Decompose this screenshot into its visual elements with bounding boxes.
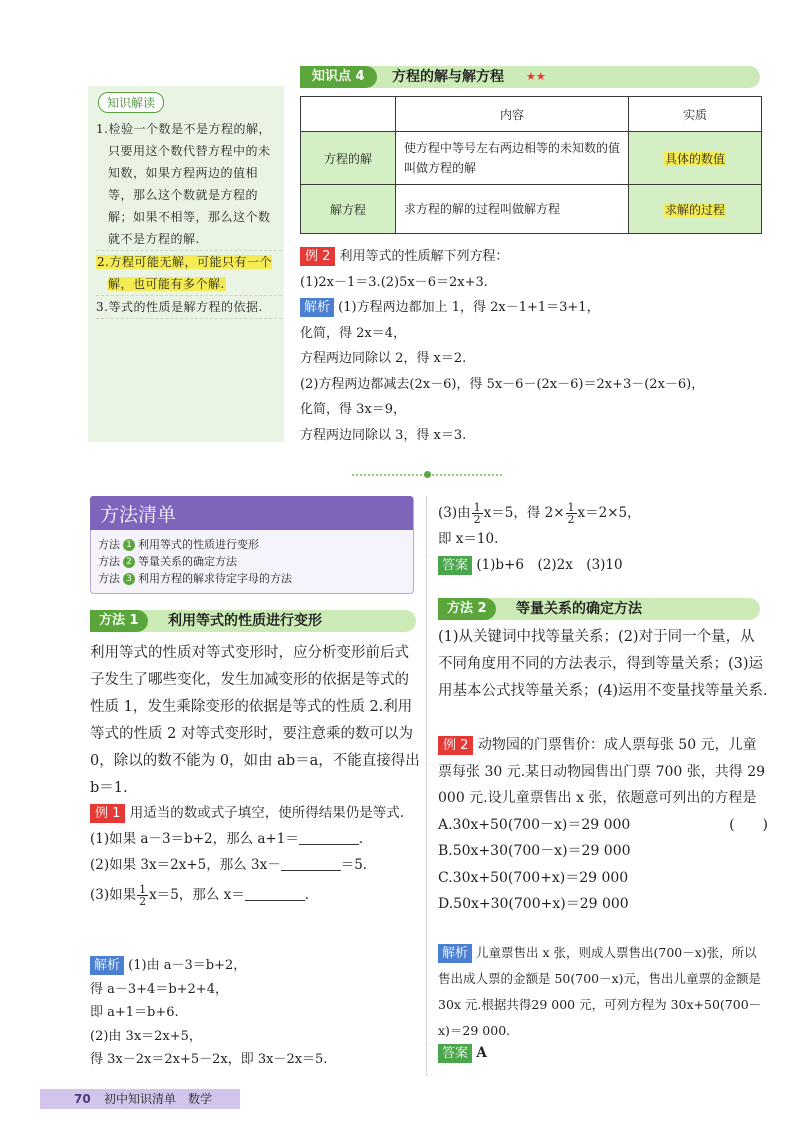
column-divider xyxy=(426,496,427,1076)
question-text: (1)如果 a－3＝b+2，那么 a+1＝ xyxy=(90,831,299,847)
solution-text: (1)由 a－3＝b+2， xyxy=(128,958,247,973)
table-row xyxy=(301,185,762,234)
answer-blank xyxy=(245,887,305,901)
method1-title: 利用等式的性质进行变形 xyxy=(168,613,322,629)
note-body xyxy=(96,118,282,319)
methods-list-items xyxy=(98,536,292,587)
method1-continuation xyxy=(438,500,768,578)
method-prefix: 方法 xyxy=(98,572,120,585)
note-item-2 xyxy=(96,251,282,296)
fraction-denominator: 2 xyxy=(567,513,575,526)
option-line: C.30x+50(700+x)＝29 000 xyxy=(438,869,629,886)
number-circle-icon: 1 xyxy=(123,539,135,551)
method2-answer xyxy=(438,1044,487,1063)
note-item-3: 3.等式的性质是解方程的依据. xyxy=(96,296,282,319)
methods-list-title: 方法清单 xyxy=(100,504,177,526)
option-line: D.50x+30(700+x)＝29 000 xyxy=(438,896,629,912)
table-row xyxy=(301,132,762,185)
method2-solution xyxy=(438,940,768,1044)
analysis-label: 解析 xyxy=(90,956,124,975)
table-header-essence: 实质 xyxy=(629,97,762,132)
fraction xyxy=(472,502,483,525)
note-item-1: 1.检验一个数是不是方程的解，只要用这个数代替方程中的未知数，如果方程两边的值相等，那么这个数就是方程的解；如果不相等，那么这个数就不是方程的解. xyxy=(96,118,282,251)
solution-line: 即 x＝10. xyxy=(438,531,499,547)
answer-paren: ( ) xyxy=(729,816,768,833)
fraction-denominator: 2 xyxy=(139,895,147,908)
method-item-text: 等量关系的确定方法 xyxy=(138,555,237,568)
method2-example xyxy=(438,732,768,918)
example1-text: 用适当的数或式子填空，使所得结果仍是等式. xyxy=(129,805,404,821)
method-prefix: 方法 xyxy=(98,555,120,568)
table-cell-content: 求方程的解的过程叫做解方程 xyxy=(396,185,629,234)
method1-example xyxy=(90,800,420,908)
number-circle-icon: 2 xyxy=(123,556,135,568)
solution-line: 即 a+1＝b+6. xyxy=(90,1005,179,1020)
solution-line: 方程两边同除以 3，得 x＝3. xyxy=(300,427,467,443)
table-row-label: 解方程 xyxy=(301,185,396,234)
note-tag: 知识解读 xyxy=(98,92,164,113)
footer-title: 初中知识清单 数学 xyxy=(104,1092,213,1106)
method1-intro xyxy=(90,640,420,802)
fraction-numerator: 1 xyxy=(567,501,575,514)
solution-line: 得 3x－2x＝2x+5－2x，即 3x－2x＝5. xyxy=(90,1052,328,1067)
example1-header xyxy=(90,800,420,826)
fraction xyxy=(566,502,577,525)
number-circle-icon: 3 xyxy=(123,573,135,585)
answer-text: (1)b+6 (2)2x (3)10 xyxy=(476,557,623,573)
solution-line: (2)由 3x＝2x+5， xyxy=(90,1028,202,1044)
question-end: . xyxy=(304,887,310,903)
solution-text: x＝2×5， xyxy=(577,505,641,521)
essence-highlight: 求解的过程 xyxy=(664,202,725,217)
knowledge-table xyxy=(300,96,762,234)
essence-highlight: 具体的数值 xyxy=(664,151,725,166)
answer-label: 答案 xyxy=(438,1044,472,1063)
method-prefix: 方法 xyxy=(98,538,120,551)
question-end: . xyxy=(358,831,364,847)
method2-intro-text: (1)从关键词中找等量关系；(2)对于同一个量，从不同角度用不同的方法表示，得到等量关系；(3)运用基本公式找等量关系；(4)运用不变量找等量关系. xyxy=(438,629,768,699)
top-example xyxy=(300,244,770,448)
example-label: 例 2 xyxy=(300,247,335,266)
method2-badge: 方法 2 xyxy=(438,598,496,620)
table-cell-essence xyxy=(629,132,762,185)
page-number: 70 xyxy=(74,1092,91,1106)
method-item-text: 利用等式的性质进行变形 xyxy=(138,538,259,551)
option-line: A.30x+50(700－x)＝29 000 xyxy=(438,816,631,833)
fraction-denominator: 2 xyxy=(473,513,481,526)
question-end: ＝5. xyxy=(340,857,368,873)
knowledge-badge: 知识点 4 xyxy=(300,66,377,88)
fraction-numerator: 1 xyxy=(139,883,147,896)
method2-title: 等量关系的确定方法 xyxy=(516,601,642,617)
method1-solution xyxy=(90,954,420,1072)
methods-list-item xyxy=(98,553,292,570)
divider-dot xyxy=(424,471,431,478)
table-corner xyxy=(301,97,396,132)
question-text: (3)如果 xyxy=(90,887,137,903)
example-header xyxy=(300,244,770,270)
analysis-label: 解析 xyxy=(438,944,472,963)
solution-line: 化简，得 3x＝9， xyxy=(300,402,407,417)
answer-blank xyxy=(299,831,359,845)
solution-line: 化简，得 2x＝4， xyxy=(300,325,407,341)
question-text: x＝5，那么 x＝ xyxy=(149,887,245,903)
question-text: (2)如果 3x＝2x+5，那么 3x－ xyxy=(90,857,281,873)
example2-label: 例 2 xyxy=(438,736,473,755)
analysis-paragraph xyxy=(438,940,768,1044)
analysis-line xyxy=(300,295,770,321)
answer-text: A xyxy=(476,1045,487,1061)
table-cell-content: 使方程中等号左右两边相等的未知数的值叫做方程的解 xyxy=(396,132,629,185)
solution-line: 得 a－3+4＝b+2+4， xyxy=(90,981,228,997)
table-header-row xyxy=(301,97,762,132)
example-prompt: 利用等式的性质解下列方程： xyxy=(339,249,509,264)
difficulty-stars: ★★ xyxy=(526,70,546,83)
table-row-label: 方程的解 xyxy=(301,132,396,185)
solution-line: (2)方程两边都减去(2x－6)，得 5x－6－(2x－6)＝2x+3－(2x－6)， xyxy=(300,376,705,392)
solution-line: (1)方程两边都加上 1，得 2x－1+1＝3+1， xyxy=(338,300,600,315)
methods-list-item xyxy=(98,536,292,553)
table-cell-essence xyxy=(629,185,762,234)
analysis-label: 解析 xyxy=(300,298,334,317)
answer-label: 答案 xyxy=(438,556,472,575)
example2-text: 动物园的门票售价：成人票每张 50 元，儿童票每张 30 元.某日动物园售出门票 700 张，共得 29 000 元.设儿童票售出 x 张，依题意可列出的方程是 xyxy=(438,737,766,806)
answer-line xyxy=(438,552,768,578)
example-problems: (1)2x－1＝3.(2)5x－6＝2x+3. xyxy=(300,274,488,290)
option-line: B.50x+30(700－x)＝29 000 xyxy=(438,843,631,859)
solution-line xyxy=(438,500,768,526)
method1-badge: 方法 1 xyxy=(90,610,148,632)
question-2 xyxy=(90,852,420,878)
question-3 xyxy=(90,882,420,908)
solution-text: (3)由 xyxy=(438,505,471,521)
method1-intro-text: 利用等式的性质对等式变形时，应分析变形前后式子发生了哪些变化，发生加减变形的依据是等式的性质 1，发生乘除变形的依据是等式的性质 2.利用等式的性质 2 对等式变形时，要注意乘的数可以为 0，除以的数不能为 0，如由 ab＝a，不能直接得出 b＝1. xyxy=(90,645,420,796)
table-header-content: 内容 xyxy=(396,97,629,132)
fraction xyxy=(137,884,148,907)
note-item-2-highlight: 2.方程可能无解，可能只有一个解，也可能有多个解. xyxy=(97,255,272,291)
solution-line xyxy=(90,954,420,978)
solution-text: x＝5，得 2× xyxy=(483,505,565,521)
solution-line: 方程两边同除以 2，得 x＝2. xyxy=(300,351,467,366)
method2-intro xyxy=(438,624,768,705)
fraction-numerator: 1 xyxy=(473,501,481,514)
answer-blank xyxy=(281,857,341,871)
question-1 xyxy=(90,826,420,852)
knowledge-title: 方程的解与解方程 xyxy=(392,69,504,85)
methods-list-item xyxy=(98,570,292,587)
example1-label: 例 1 xyxy=(90,804,125,823)
method-item-text: 利用方程的解求待定字母的方法 xyxy=(138,572,292,585)
analysis-text: 儿童票售出 x 张，则成人票售出(700－x)张，所以售出成人票的金额是 50(700－x)元，售出儿童票的金额是 30x 元.根据共得29 000 元，可列方程为 30x+50(700－x)＝29 000. xyxy=(438,945,762,1038)
